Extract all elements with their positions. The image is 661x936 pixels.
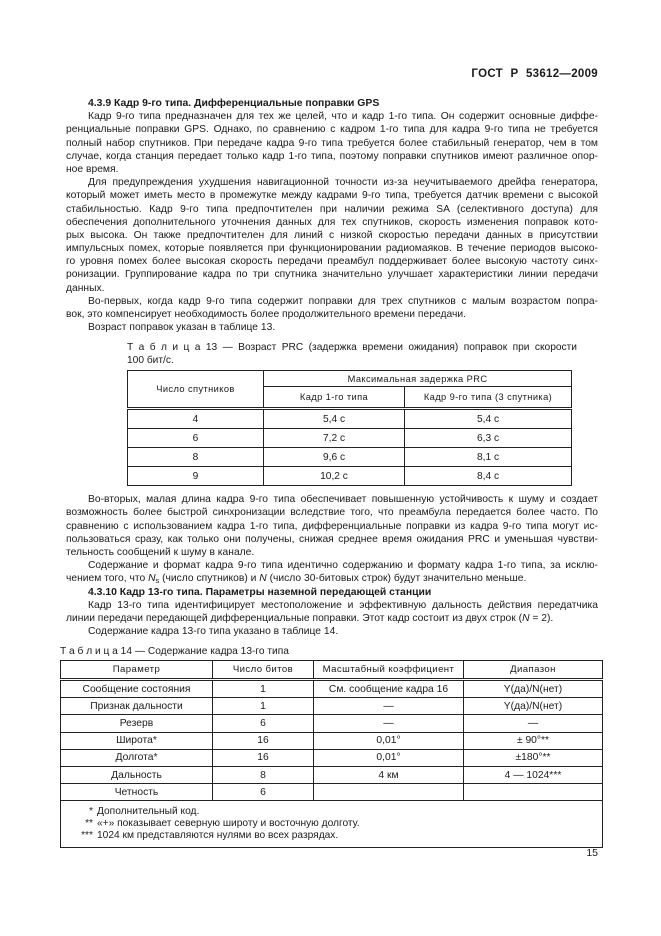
table-row — [128, 371, 572, 387]
table-cell: 1 — [213, 680, 314, 698]
running-header: ГОСТ Р 53612—2009 — [471, 68, 598, 80]
text-line: стабильностью. Кадр 9-го типа предпочтителен при наличии режима SA (селективного доступа) для — [66, 203, 598, 215]
table-footnote — [75, 830, 594, 842]
table-cell: 6 — [213, 715, 314, 732]
table-cell: 0,01° — [314, 732, 464, 749]
table-footnote — [75, 818, 594, 830]
text-line: линии передачи передающей дифференциальные поправки. Этот кадр состоит из двух строк (N = 2). — [66, 612, 554, 624]
table-row — [61, 749, 603, 766]
page-content — [60, 97, 598, 848]
paragraph-4310-2 — [66, 625, 598, 638]
text-line: Во-первых, когда кадр 9-го типа содержит поправки для трех спутников с малым возрастом попра- — [88, 295, 598, 307]
table-row — [128, 429, 572, 448]
table-footnotes-cell — [61, 801, 603, 848]
text-line: ронизации. Группирование кадра по три спутника значительно улучшает характеристики линии передачи — [66, 269, 598, 281]
table-row — [61, 732, 603, 749]
footnote-marker: ** — [85, 818, 93, 830]
table-cell: Дальность — [61, 766, 213, 783]
text-line: ренциальные поправки GPS. Однако, по сравнению с кадром 1-го типа для кадра 9-го типа не требуется — [66, 124, 598, 136]
text-line: импульсных помех, которые появляется при функционировании радиомаяков. В течение периодов высоко- — [66, 243, 598, 255]
paragraph-439-3 — [66, 295, 598, 321]
text-line: Содержание кадра 13-го типа указано в таблице 14. — [88, 626, 339, 638]
footnote-marker: * — [89, 806, 93, 818]
table-cell: 8,1 с — [405, 448, 572, 467]
table-14-footnotes-section — [61, 801, 603, 848]
table-cell: 5,4 с — [264, 409, 405, 429]
table-row — [61, 784, 603, 801]
table-header-cell: Кадр 1-го типа — [264, 387, 405, 409]
table-row — [61, 661, 603, 680]
table-row — [61, 766, 603, 783]
table-cell: 1 — [213, 698, 314, 715]
table-13-header — [128, 371, 572, 409]
table-header-cell: Число спутников — [128, 371, 264, 409]
table-cell: 4 — [128, 409, 264, 429]
text-line: обеспечения дополнительного уточнения данных для тех спутников, скорость изменения поправок кото- — [66, 216, 598, 228]
text-line: Кадр 9-го типа предназначен для тех же целей, что и кадр 1-го типа. Он содержит основные диффе- — [88, 111, 598, 123]
text-line: Во-вторых, малая длина кадра 9-го типа обеспечивает повышенную устойчивость к шуму и создает — [88, 494, 598, 506]
table-13-body — [128, 409, 572, 486]
table-cell: ± 90°** — [464, 732, 603, 749]
table-cell: 6,3 с — [405, 429, 572, 448]
table-cell — [464, 784, 603, 801]
text-line: тельность сообщений к шуму в канале. — [66, 547, 255, 558]
text-line: чением того, что $N_s$ (число спутников) и N (число 30-битовых строк) будут значительно меньше. — [66, 573, 527, 586]
table-14-body — [61, 680, 603, 801]
text-line: го уровня помех более высокая скорость передачи преамбул поддерживает более высокую частоту синх- — [66, 256, 598, 268]
paragraph-439-6 — [66, 559, 598, 585]
table-cell: 8 — [128, 448, 264, 467]
text-line: случае, когда станция передает только кадр 1-го типа, поэтому поправки спутников имеют различное опор- — [66, 150, 598, 162]
footnote-marker: *** — [81, 829, 93, 841]
table-header-cell: Число битов — [213, 661, 314, 680]
section-heading-4-3-10: 4.3.10 Кадр 13-го типа. Параметры наземной передающей станции — [88, 586, 432, 598]
table-cell: Широта* — [61, 732, 213, 749]
table-cell: 9,6 с — [264, 448, 405, 467]
table-cell: 8,4 с — [405, 467, 572, 486]
table-row — [128, 409, 572, 429]
paragraph-439-5 — [66, 493, 598, 559]
table-header-cell: Диапазон — [464, 661, 603, 680]
text-line: 100 бит/с. — [127, 355, 174, 367]
paragraph-439-4 — [66, 321, 598, 334]
table-row — [128, 448, 572, 467]
footnote-text: «+» показывает северную широту и восточную долготу. — [97, 818, 360, 830]
text-line: Возраст поправок указан в таблице 13. — [88, 322, 276, 334]
table-header-cell: Максимальная задержка PRC — [264, 371, 572, 387]
text-line: Содержание и формат кадра 9-го типа идентично содержанию и формату кадра 1-го типа, за исклю- — [88, 560, 598, 572]
table-row — [61, 680, 603, 698]
table-row — [61, 698, 603, 715]
table-cell: Резерв — [61, 715, 213, 732]
table-14 — [60, 660, 603, 848]
table-cell: 4 — 1024*** — [464, 766, 603, 783]
text-line: который может иметь место в промежутке между кадрами 9-го типа, требуется датчик времени с высокой — [66, 190, 598, 202]
footnote-text: Дополнительный код. — [97, 806, 200, 818]
text-line: сравнению с использованием кадра 1-го типа, дифференциальные поправки из кадра 9-го типа могут ис- — [66, 520, 598, 532]
table-cell: 9 — [128, 467, 264, 486]
table-header-cell: Параметр — [61, 661, 213, 680]
table-cell: Четность — [61, 784, 213, 801]
table-cell: 7,2 с — [264, 429, 405, 448]
table-cell: 16 — [213, 749, 314, 766]
text-line: пользоваться сразу, как только они получены, снижая среднее время ожидания PRC и уменьшая чувстви- — [66, 533, 598, 545]
table-cell: 0,01° — [314, 749, 464, 766]
table-cell: Признак дальности — [61, 698, 213, 715]
table-cell: 5,4 с — [405, 409, 572, 429]
table-14-caption: Т а б л и ц а 14 — Содержание кадра 13-го типа — [60, 646, 289, 658]
text-line: полный набор спутников. При передаче кадра 9-го типа требуется более стабильный генератор, чем в том — [66, 137, 598, 149]
text-line: Кадр 13-го типа идентифицирует местоположение и эффективную дальность действия передатчика — [88, 599, 598, 611]
table-header-cell: Кадр 9-го типа (3 спутника) — [405, 387, 572, 409]
table-row — [128, 467, 572, 486]
table-header-cell: Масштабный коэффициент — [314, 661, 464, 680]
table-cell: См. сообщение кадра 16 — [314, 680, 464, 698]
text-line: данных. — [66, 282, 105, 294]
table-cell: 4 км — [314, 766, 464, 783]
table-14-header — [61, 661, 603, 680]
table-cell — [314, 784, 464, 801]
table-row — [61, 801, 603, 848]
table-cell: 16 — [213, 732, 314, 749]
table-cell: 8 — [213, 766, 314, 783]
table-cell: Y(да)/N(нет) — [464, 680, 603, 698]
table-13-caption — [127, 341, 577, 367]
table-cell: Сообщение состояния — [61, 680, 213, 698]
text-line: Для предупреждения ухудшения навигационной точности из-за неучитываемого дрейфа генератора, — [88, 177, 598, 189]
text-line: ное время. — [66, 163, 119, 175]
page-number: 15 — [586, 847, 598, 859]
table-cell: — — [314, 715, 464, 732]
text-line: рых высока. Он также предпочтителен для линий с низкой скоростью передачи данных в присутствии — [66, 229, 598, 241]
table-cell: ±180°** — [464, 749, 603, 766]
table-13 — [127, 370, 572, 486]
table-cell: 6 — [128, 429, 264, 448]
text-line: возможность более быстрой синхронизации вследствие того, что преамбула передается более часто. По — [66, 507, 598, 519]
table-footnote — [75, 806, 594, 818]
table-cell: — — [464, 715, 603, 732]
paragraph-439-2 — [66, 176, 598, 295]
table-cell: 6 — [213, 784, 314, 801]
table-cell: — — [314, 698, 464, 715]
footnote-text: 1024 км представляются нулями во всех разрядах. — [97, 829, 339, 841]
text-line: Т а б л и ц а 13 — Возраст PRC (задержка времени ожидания) поправок при скорости — [127, 341, 577, 353]
table-cell: Долгота* — [61, 749, 213, 766]
paragraph-4310-1 — [66, 599, 598, 625]
section-heading-4-3-9: 4.3.9 Кадр 9-го типа. Дифференциальные поправки GPS — [88, 98, 380, 109]
paragraph-439-1 — [66, 110, 598, 176]
table-cell: Y(да)/N(нет) — [464, 698, 603, 715]
text-line: вок, это компенсирует необходимость более продолжительного времени передачи. — [66, 309, 466, 320]
table-row — [61, 715, 603, 732]
table-cell: 10,2 с — [264, 467, 405, 486]
